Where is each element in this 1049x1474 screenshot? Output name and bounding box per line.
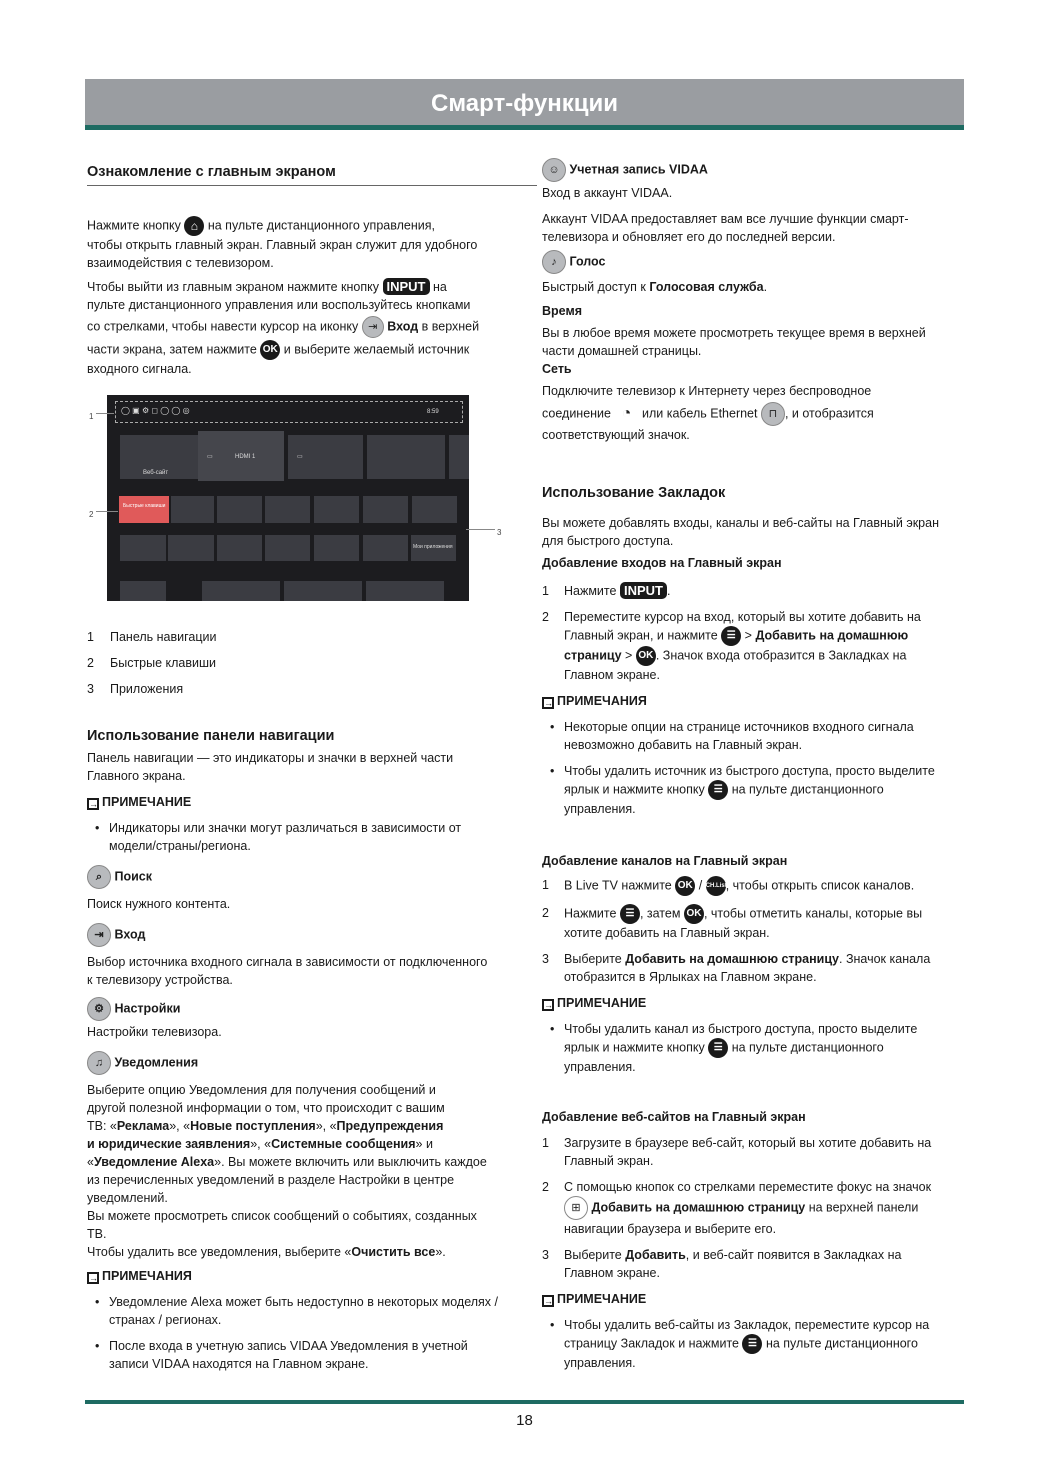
legend-item: 1 Панель навигации <box>87 630 217 644</box>
home-button-icon: ⌂ <box>184 216 204 236</box>
note-heading: → ПРИМЕЧАНИЕ <box>544 1292 647 1306</box>
step-item: 2 С помощью кнопок со стрелками переместите фокус на значок ⊞ Добавить на домашнюю страницу на верхней панели навигации браузера и выберите его. <box>542 1180 932 1236</box>
wifi-icon: ◔ <box>614 402 638 426</box>
callout-3-line <box>466 529 495 530</box>
callout-2: 2 <box>89 510 94 519</box>
vidaa-heading: ☺ Учетная запись VIDAA <box>542 158 957 182</box>
section-title-bookmarks: Использование Закладок <box>542 485 726 501</box>
app-tile-3 <box>265 496 310 523</box>
step-item: 2 Нажмите ☰ , затем OK , чтобы отметить каналы, которые вы хотите добавить на Главный экран. <box>542 906 923 940</box>
network-heading: Сеть <box>542 362 572 376</box>
callout-1-line <box>96 413 114 414</box>
footer-line <box>85 1400 964 1404</box>
websites-heading: Добавление веб-сайтов на Главный экран <box>542 1110 806 1124</box>
app-tile-2 <box>217 496 262 523</box>
app-tile-15 <box>284 581 362 601</box>
time-heading: Время <box>542 304 582 318</box>
notifications-text: Выберите опцию Уведомления для получения сообщений и другой полезной информации о том, что происходит с вашим ТВ: «Реклама», «Новые поступления», «Предупреждения и юридические заявления», «Системные сообщения» и «Уведомление Alexa». Вы можете включить или выключить каждое из перечисленных уведомлений в разделе Настройки в центре уведомлений. Вы можете просмотреть список сообщений о событиях, созданных ТВ. Чтобы удалить все уведомления, выберите «Очистить все». <box>87 1083 487 1259</box>
note-heading: → ПРИМЕЧАНИЕ <box>544 996 647 1010</box>
app-tile-14 <box>202 581 280 601</box>
settings-heading: ⚙ Настройки <box>87 997 517 1021</box>
input-tile-icon: ▭ <box>297 454 303 460</box>
note-heading: → ПРИМЕЧАНИЕ <box>89 795 192 809</box>
websites-section <box>542 1108 957 1372</box>
callout-1: 1 <box>89 412 94 421</box>
quick-keys-tile <box>119 496 169 523</box>
app-tile-11 <box>314 535 359 561</box>
section-title-home: Ознакомление с главным экраном <box>87 163 537 186</box>
app-tile-10 <box>265 535 310 561</box>
search-heading: ⌕ Поиск <box>87 865 517 889</box>
section-title-nav: Использование панели навигации <box>87 728 335 744</box>
notes-heading: → ПРИМЕЧАНИЯ <box>544 694 647 708</box>
step-item: 1 Нажмите INPUT . <box>542 583 671 598</box>
ok-button-icon: OK <box>636 646 656 666</box>
inputs-heading: Добавление входов на Главный экран <box>542 556 782 570</box>
note-icon: → <box>544 698 553 708</box>
note-icon: → <box>544 1296 553 1306</box>
step-item: 1 Загрузите в браузере веб-сайт, который вы хотите добавить на Главный экран. <box>542 1136 932 1168</box>
note-item: • Некоторые опции на странице источников входного сигнала невозможно добавить на Главный экран. <box>542 718 957 754</box>
app-tile-8 <box>168 535 214 561</box>
ok-button-icon: OK <box>675 876 695 896</box>
input-button-label: INPUT <box>620 582 667 599</box>
app-tile-4 <box>314 496 359 523</box>
menu-button-icon: ☰ <box>708 780 728 800</box>
note-icon: → <box>544 1000 553 1010</box>
chlist-button-icon: CH.List <box>706 876 726 896</box>
bookmarks-section: Использование Закладок Вы можете добавлять входы, каналы и веб-сайты на Главный экран для быстрого доступа. Добавление входов на Главный экран 1 Нажмите INPUT . 2 Переместите курсор на вход, который вы хотите добавить на Главный экран, и нажмите ☰ > Добавить на домашнюю страницу > OK . Значок входа отобразится в Закладках на Главном экране. → ПРИМЕЧАНИЯ • Некоторые опции на странице источников входного сигнала невозможно добавить на Главный экран. • Чтобы удалить источник из быстрого доступа, просто выделите ярлык и нажмите кнопку ☰ на пульте дистанционного управления. <box>542 484 957 818</box>
note-icon: → <box>89 1273 98 1283</box>
app-tile-1 <box>171 496 214 523</box>
page-number: 18 <box>516 1412 533 1429</box>
app-tile-9 <box>217 535 262 561</box>
note-item: • После входа в учетную запись VIDAA Уведомления в учетной записи VIDAA находятся на Главном экране. <box>87 1337 517 1373</box>
step-item: 1 В Live TV нажмите OK / CH.List, чтобы открыть список каналов. <box>542 876 957 896</box>
input-icon: ⇥ <box>87 923 111 947</box>
step-item: 2 Переместите курсор на вход, который вы хотите добавить на Главный экран, и нажмите ☰ > Добавить на домашнюю страницу > OK . Значок входа отобразится в Закладках на Главном экране. <box>542 610 921 682</box>
menu-button-icon: ☰ <box>721 626 741 646</box>
microphone-icon: ♪ <box>542 250 566 274</box>
app-tile-13 <box>120 581 166 601</box>
header-underline <box>85 125 964 130</box>
home-screen-screenshot: ◯ ▣ ⚙ ◻ ◯ ◯ ◎ 8:59 Веб-сайт ▭ HDMI 1 ▭ Быстрые клавиши Мои приложения <box>107 395 469 601</box>
bell-icon: ♫ <box>87 1051 111 1075</box>
add-bookmark-icon: ⊞ <box>564 1196 588 1220</box>
page-title: Смарт-функции <box>430 90 618 117</box>
note-icon: → <box>89 799 98 809</box>
callout-3: 3 <box>497 528 502 537</box>
input-heading: ⇥ Вход <box>87 923 517 947</box>
gear-icon: ⚙ <box>87 997 111 1021</box>
app-tile-16 <box>366 581 444 601</box>
ok-button-icon: OK <box>260 340 280 360</box>
app-tile-5 <box>363 496 408 523</box>
input-icon: ⇥ <box>362 316 384 338</box>
step-item: 3 Выберите Добавить, и веб-сайт появится в Закладках на Главном экране. <box>542 1248 902 1280</box>
ethernet-icon: ⊓ <box>761 402 785 426</box>
note-item: • Уведомление Alexa может быть недоступно в некоторых моделях / странах / регионах. <box>87 1293 517 1329</box>
app-tile-6 <box>412 496 457 523</box>
app-tile-7 <box>120 535 166 561</box>
menu-button-icon: ☰ <box>742 1334 762 1354</box>
home-text: Нажмите кнопку ⌂ на пульте дистанционного управления, чтобы открыть главный экран. Главный экран служит для удобного взаимодействия с телевизором. Чтобы выйти из главным экраном нажмите кнопку INPUT на пульте дистанционного управления или воспользуйтесь кнопками со стрелками, чтобы навести курсор на иконку ⇥ Вход в верхней части экрана, затем нажмите OK и выберите желаемый источник входного сигнала. <box>87 216 517 378</box>
channels-section <box>542 852 957 1076</box>
right-top: ☺ Учетная запись VIDAA Вход в аккаунт VIDAA. Аккаунт VIDAA предоставляет вам все лучшие функции смарт- телевизора и обновляет его до последней версии. ♪ Голос Быстрый доступ к Голосовая служба. Время Вы в любое время можете просмотреть текущее время в верхней части домашней страницы. Сеть Подключите телевизор к Интернету через беспроводное соединение ◔ или кабель Ethernet ⊓ , и отобразится соответствующий значок. <box>542 158 957 444</box>
note-item: • Чтобы удалить источник из быстрого доступа, просто выделите ярлык и нажмите кнопку ☰ на пульте дистанционного управления. <box>542 762 957 818</box>
user-icon: ☺ <box>542 158 566 182</box>
channels-heading: Добавление каналов на Главный экран <box>542 854 788 868</box>
note-item: • Чтобы удалить канал из быстрого доступа, просто выделите ярлык и нажмите кнопку ☰ на пульте дистанционного управления. <box>542 1020 957 1076</box>
app-tile-12 <box>363 535 408 561</box>
nav-icons: ◯ ▣ ⚙ ◻ ◯ ◯ ◎ <box>121 406 190 415</box>
menu-button-icon: ☰ <box>620 904 640 924</box>
clock: 8:59 <box>427 409 439 415</box>
notes-heading: → ПРИМЕЧАНИЯ <box>89 1269 192 1283</box>
ok-button-icon: OK <box>684 904 704 924</box>
note-item: • Индикаторы или значки могут различаться в зависимости от модели/страны/региона. <box>87 819 517 855</box>
callout-2-line <box>96 511 118 512</box>
menu-button-icon: ☰ <box>708 1038 728 1058</box>
legend-list <box>87 628 507 706</box>
tile-blank <box>367 435 445 479</box>
tile-edge <box>449 435 469 479</box>
nav-section: Использование панели навигации Панель навигации — это индикаторы и значки в верхней части Главного экрана. → ПРИМЕЧАНИЕ • Индикаторы или значки могут различаться в зависимости от модели/страны/региона. ⌕ Поиск Поиск нужного контента. ⇥ Вход Выбор источника входного сигнала в зависимости от подключенного к телевизору устройства. ⚙ Настройки Настройки телевизора. ♫ Уведомления Выберите опцию Уведомления для получения сообщений и другой полезной информации о том, что происходит с вашим ТВ: «Реклама», «Новые поступления», «Предупреждения и юридические заявления», «Системные сообщения» и «Уведомление Alexa». Вы можете включить или выключить каждое из перечисленных уведомлений в разделе Настройки в центре уведомлений. Вы можете просмотреть список сообщений о событиях, созданных ТВ. Чтобы удалить все уведомления, выберите «Очистить все». → ПРИМЕЧАНИЯ • Уведомление Alexa может быть недоступно в некоторых моделях / странах / регионах. • После входа в учетную запись VIDAA Уведомления в учетной записи VIDAA находятся на Главном экране. <box>87 727 517 1373</box>
hdmi-icon: ▭ <box>207 454 213 460</box>
note-item: • Чтобы удалить веб-сайты из Закладок, переместите курсор на страницу Закладок и нажмите ☰ на пульте дистанционного управления. <box>542 1316 957 1372</box>
step-item: 3 Выберите Добавить на домашнюю страницу. Значок канала отобразится в Ярлыках на Главном экране. <box>542 952 931 984</box>
legend-item: 2 Быстрые клавиши <box>87 656 217 670</box>
input-button-label: INPUT <box>383 278 430 295</box>
voice-heading: ♪ Голос <box>542 250 957 274</box>
search-icon: ⌕ <box>87 865 111 889</box>
home-section <box>87 163 537 186</box>
notifications-heading: ♫ Уведомления <box>87 1051 517 1075</box>
legend-item: 3 Приложения <box>87 682 184 696</box>
